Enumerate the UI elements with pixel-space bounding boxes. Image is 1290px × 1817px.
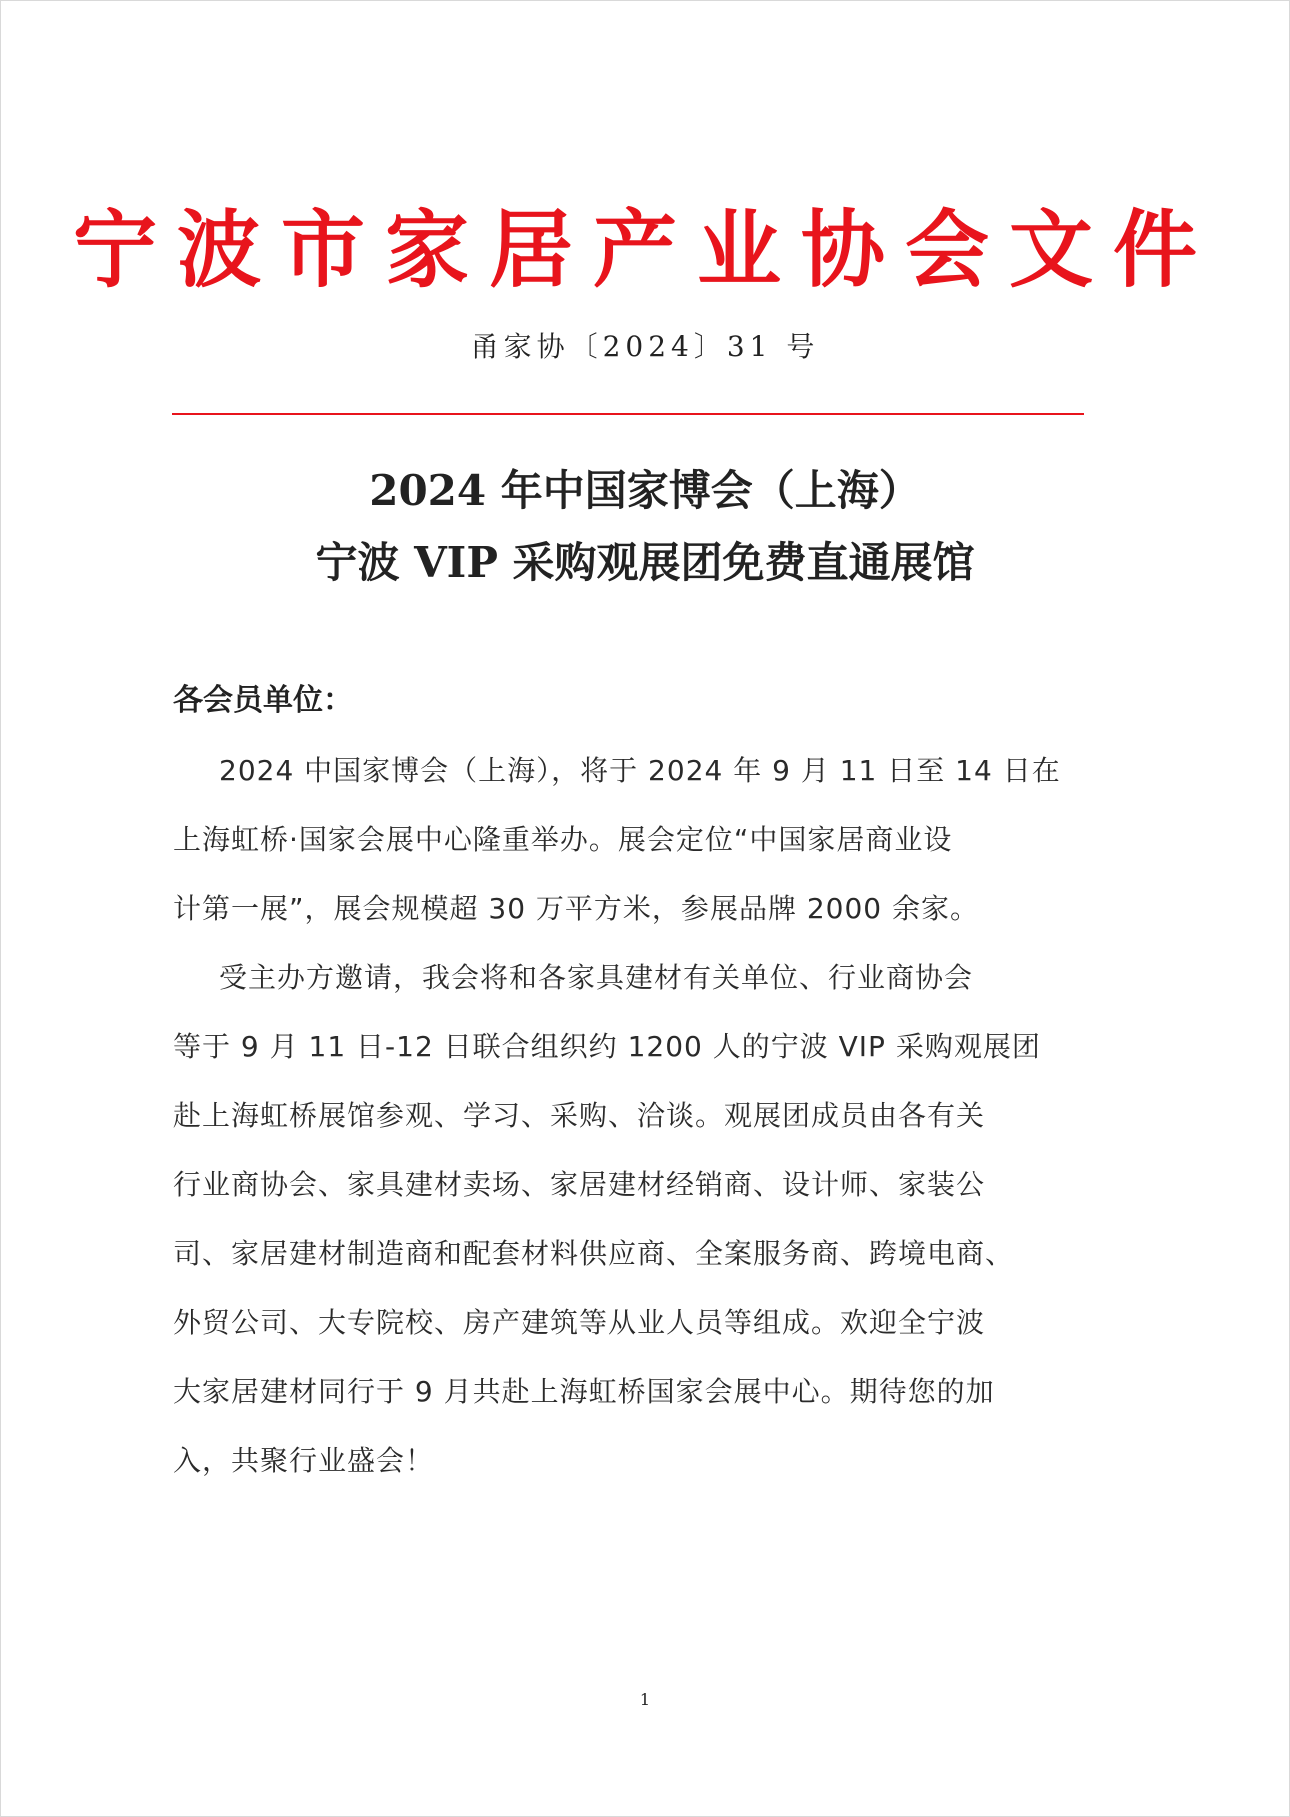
paragraph-line: 行业商协会、家具建材卖场、家居建材经销商、设计师、家装公 [173, 1168, 986, 1201]
paragraph-line: 2024 中国家博会（上海），将于 2024 年 9 月 11 日至 14 日在 [219, 754, 1061, 787]
paragraph-line: 计第一展”，展会规模超 30 万平方米，参展品牌 2000 余家。 [173, 892, 979, 925]
paragraph-line: 大家居建材同行于 9 月共赴上海虹桥国家会展中心。期待您的加 [173, 1375, 995, 1408]
document-title-line-2: 宁波 VIP 采购观展团免费直通展馆 [315, 538, 975, 587]
paragraph-1 [173, 736, 1133, 943]
paragraph-line: 上海虹桥·国家会展中心隆重举办。展会定位“中国家居商业设 [173, 823, 953, 856]
header-divider [172, 413, 1084, 415]
paragraph-line: 受主办方邀请，我会将和各家具建材有关单位、行业商协会 [219, 961, 974, 994]
salutation: 各会员单位： [173, 683, 353, 718]
paragraph-line: 外贸公司、大专院校、房产建筑等从业人员等组成。欢迎全宁波 [173, 1306, 986, 1339]
document-number: 甬家协〔2024〕31 号 [470, 330, 820, 363]
document-title-line-1: 2024 年中国家博会（上海） [369, 466, 921, 515]
paragraph-line: 司、家居建材制造商和配套材料供应商、全案服务商、跨境电商、 [173, 1237, 1015, 1270]
paragraph-line: 赴上海虹桥展馆参观、学习、采购、洽谈。观展团成员由各有关 [173, 1099, 986, 1132]
page-number: 1 [639, 1690, 651, 1709]
paragraph-2 [173, 943, 1133, 1495]
document-header-title: 宁波市家居产业协会文件 [72, 201, 1217, 299]
paragraph-line: 等于 9 月 11 日-12 日联合组织约 1200 人的宁波 VIP 采购观展团 [173, 1030, 1041, 1063]
paragraph-line: 入，共聚行业盛会！ [173, 1444, 435, 1477]
